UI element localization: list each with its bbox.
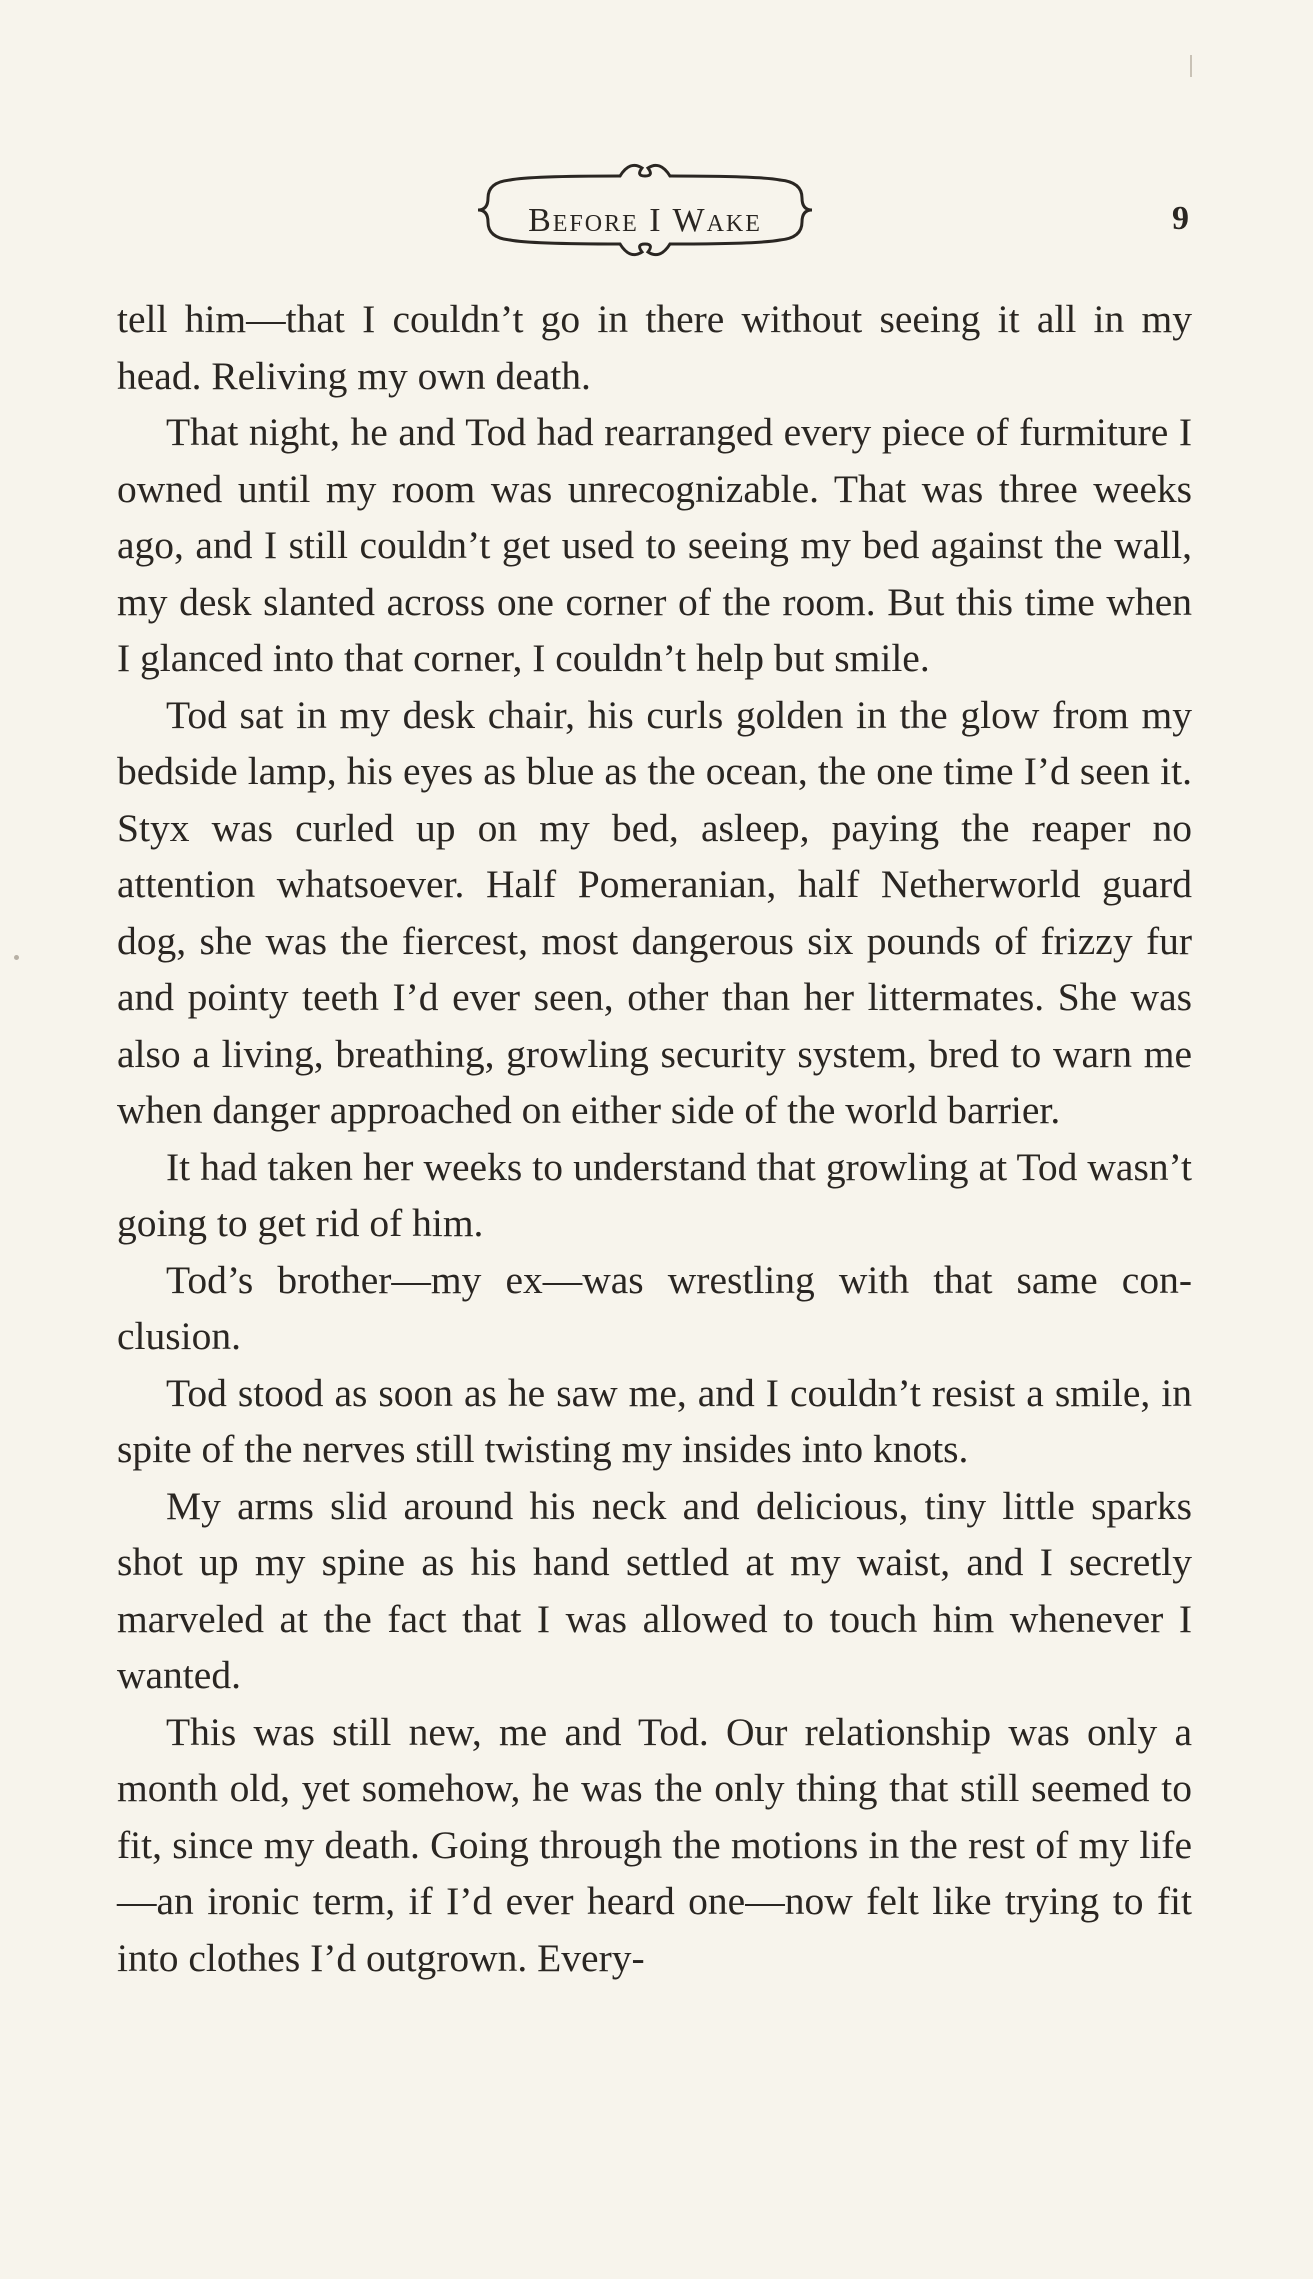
page-speck <box>14 955 19 960</box>
body-text <box>117 291 1192 1986</box>
paragraph-3: Tod sat in my desk chair, his curls golden in the glow from my bedside lamp, his eyes as blue as the ocean, the one time I’d seen it. Styx was curled up on my bed, asleep, paying the reaper no attention whatsoever. Half Pomeranian, half Netherworld guard dog, she was the fiercest, most dangerous six pounds of frizzy fur and pointy teeth I’d ever seen, other than her littermates. She was also a living, breathing, growling security system, bred to warn me when danger approached on either side of the world barrier. <box>117 692 1192 1132</box>
paragraph-2: That night, he and Tod had rearranged every piece of furmiture I owned until my room was unrecognizable. That was three weeks ago, and I still couldn’t get used to seeing my bed against the wall, my desk slanted across one corner of the room. But this time when I glanced into that corner, I couldn’t help but smile. <box>117 410 1192 680</box>
running-title: Before I Wake <box>528 202 762 239</box>
page-edge-mark <box>1190 55 1192 77</box>
paragraph-4: It had taken her weeks to understand that growling at Tod wasn’t going to get rid of him. <box>117 1144 1192 1245</box>
paragraph-6: Tod stood as soon as he saw me, and I couldn’t resist a smile, in spite of the nerves still twisting my insides into knots. <box>117 1370 1192 1471</box>
paragraph-1: tell him—that I couldn’t go in there without seeing it all in my head. Reliving my own death. <box>117 297 1192 398</box>
page-number: 9 <box>1172 200 1189 237</box>
paragraph-7: My arms slid around his neck and delicious, tiny little sparks shot up my spine as his hand settled at my waist, and I secretly marveled at the fact that I was allowed to touch him whenever I wanted. <box>117 1483 1192 1697</box>
running-header <box>470 150 820 270</box>
paragraph-8: This was still new, me and Tod. Our relationship was only a month old, yet somehow, he was the only thing that still seemed to fit, since my death. Going through the motions in the rest of my life—an ironic term, if I’d ever heard one—now felt like trying to fit into clothes I’d outgrown. Every- <box>117 1709 1192 1980</box>
paragraph-5: Tod’s brother—my ex—was wrestling with that same conclusion. <box>117 1257 1192 1358</box>
